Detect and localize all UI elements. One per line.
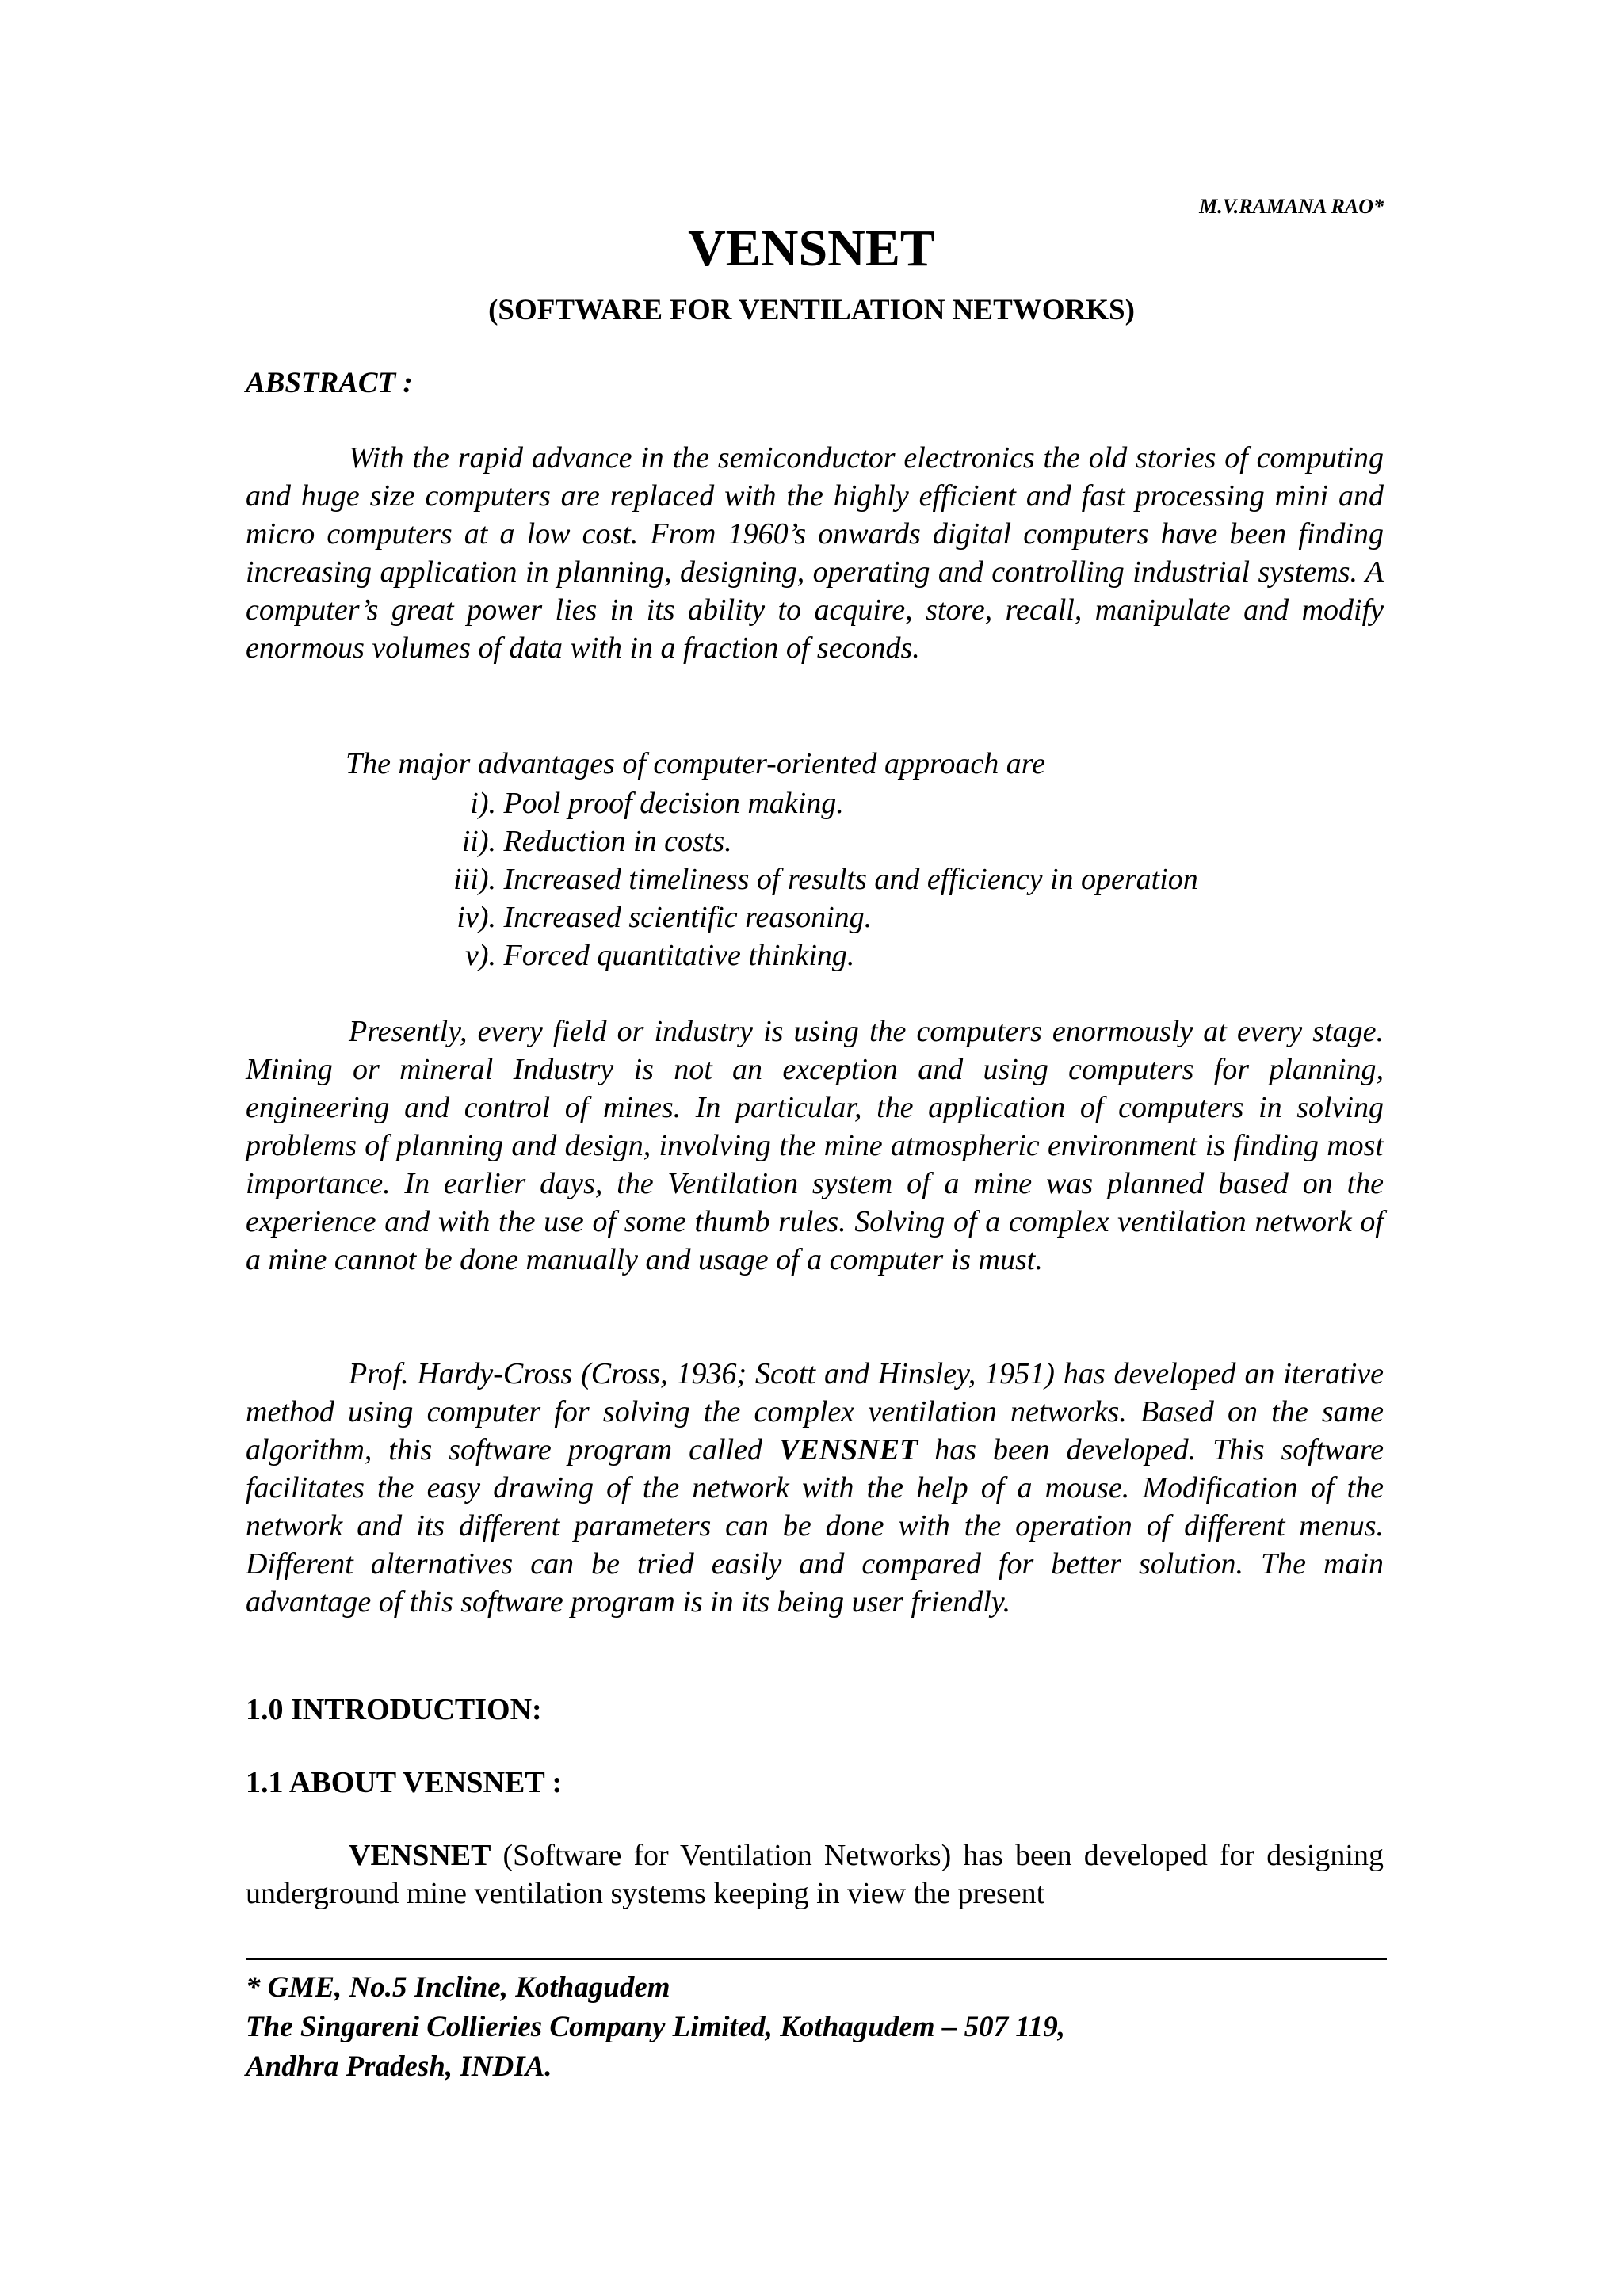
abstract-paragraph-3: Prof. Hardy-Cross (Cross, 1936; Scott and Hinsley, 1951) has developed an iterative method using computer for solving the complex ventilation networks. Based on the same algorithm, this software program called VENSNET has been developed. This software facilitates the easy drawing of the network with the help of a mouse. Modification of the network and its different parameters can be done with the operation of different menus. Different alternatives can be tried easily and compared for better solution. The main advantage of this software program is in its being user friendly. (246, 1357, 1384, 1619)
abstract-paragraph-2: Presently, every field or industry is using the computers enormously at every stage. Mining or mineral Industry is not an exception and using computers for planning, engineering and control of mines. In particular, the application of computers in solving problems of planning and design, involving the mine atmospheric environment is finding most importance. In earlier days, the Ventilation system of a mine was planned based on the experience and with the use of some thumb rules. Solving of a complex ventilation network of a mine cannot be done manually and usage of a computer is must. (246, 1015, 1384, 1276)
list-item: ii). Reduction in costs. (461, 825, 732, 858)
author-affiliation-footnote: * GME, No.5 Incline, Kothagudem The Singareni Collieries Company Limited, Kothagudem – 507 119, Andhra Pradesh, INDIA. (246, 1971, 1066, 2083)
footnote-divider (246, 1958, 1387, 1960)
section-heading-about: 1.1 ABOUT VENSNET : (246, 1766, 563, 1799)
list-item: v). Forced quantitative thinking. (464, 939, 855, 972)
list-item: iii). Increased timeliness of results and efficiency in operation (453, 863, 1198, 896)
list-item: i). Pool proof decision making. (470, 787, 844, 820)
about-paragraph: VENSNET (Software for Ventilation Networks) has been developed for designing underground mine ventilation systems keeping in view the present (246, 1839, 1384, 1910)
software-name: VENSNET (778, 1433, 918, 1466)
advantages-intro: The major advantages of computer-oriented approach are (346, 747, 1045, 780)
author-name: M.V.RAMANA RAO* (1199, 195, 1384, 218)
software-name: VENSNET (349, 1839, 491, 1872)
section-heading-introduction: 1.0 INTRODUCTION: (246, 1693, 542, 1726)
paper-subtitle: (SOFTWARE FOR VENTILATION NETWORKS) (488, 294, 1135, 326)
advantages-list (346, 784, 1198, 974)
list-item: iv). Increased scientific reasoning. (456, 901, 873, 934)
abstract-label: ABSTRACT : (246, 367, 413, 399)
abstract-paragraph-1: With the rapid advance in the semiconductor electronics the old stories of computing and huge size computers are replaced with the highly efficient and fast processing mini and micro computers at a low cost. From 1960’s onwards digital computers have been finding increasing application in planning, designing, operating and controlling industrial systems. A computer’s great power lies in its ability to acquire, store, recall, manipulate and modify enormous volumes of data with in a fraction of seconds. (246, 441, 1384, 665)
paper-title: VENSNET (688, 219, 935, 277)
